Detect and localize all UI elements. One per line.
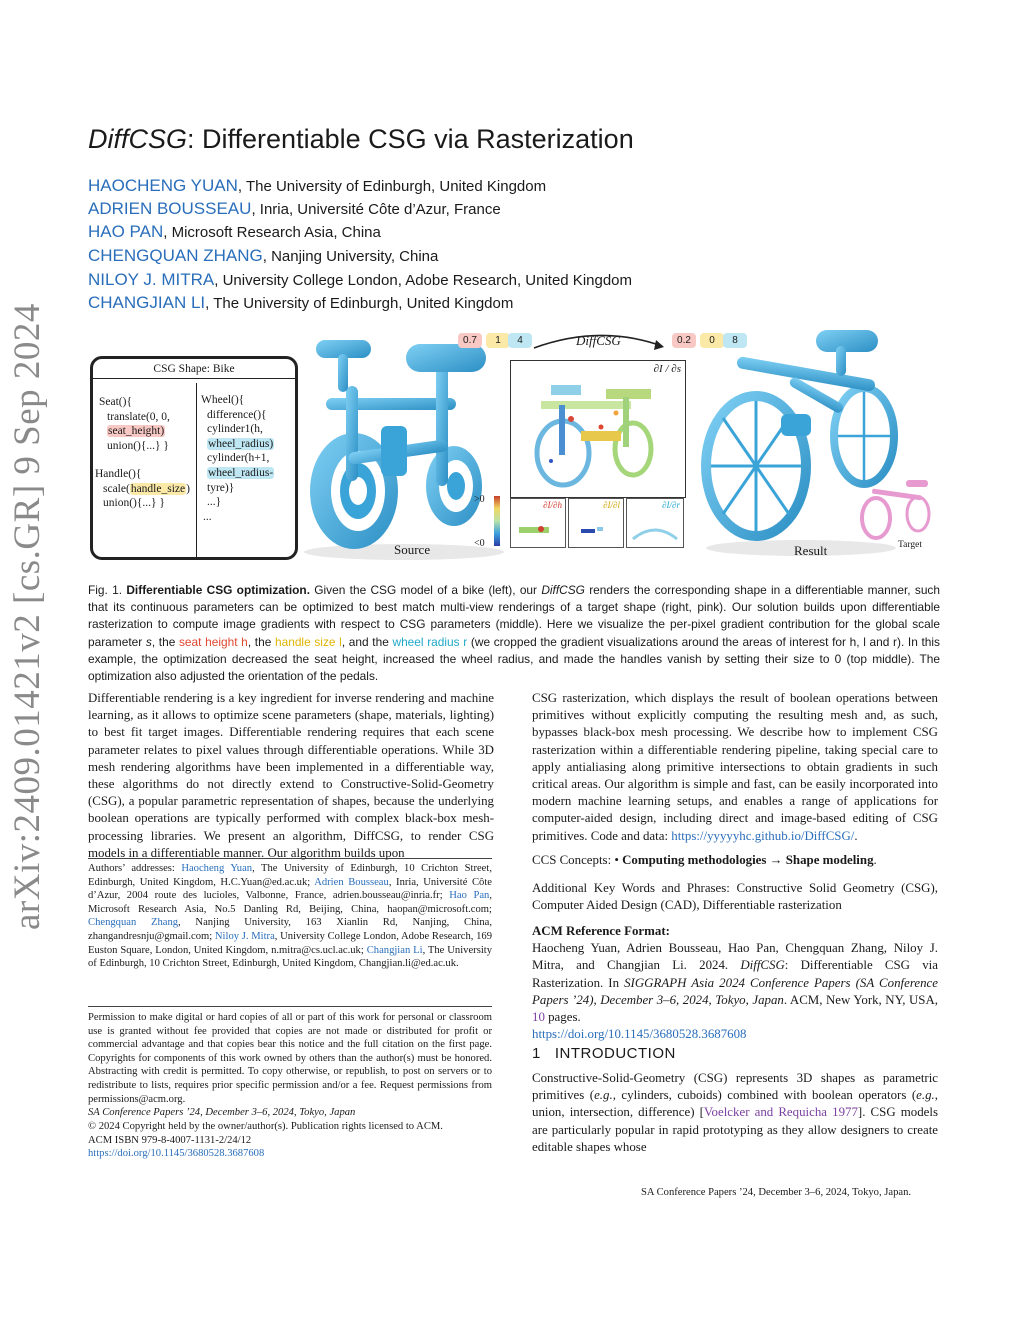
gradient-crop-r bbox=[626, 498, 684, 548]
page-footer: SA Conference Papers ’24, December 3–6, 2024, Tokyo, Japan. bbox=[641, 1187, 912, 1198]
abstract-left: Differentiable rendering is a key ingredient for inverse rendering and machine learning, as it allows to optimize scene parameters (shape, materials, lighting) to best fit target images. Differentiable rendering requires that each scene parameter relates to pixel values through differentiable operations. While 3D mesh rendering algorithms have been implemented in a differentiable way, these algorithms do not directly extend to Constructive-Solid-Geometry (CSG), a popular parametric representation of shapes, because the underlying boolean operations are typically performed with complex black-box mesh-processing libraries. We present an algorithm, DiffCSG, to render CSG models in a differentiable manner. Our algorithm builds upon bbox=[88, 691, 494, 860]
label-result: Result bbox=[794, 543, 828, 558]
doi-link-small[interactable]: https://doi.org/10.1145/3680528.3687608 bbox=[88, 1148, 265, 1159]
scale-max-label: >0 bbox=[474, 494, 485, 505]
handle-code: Handle(){ scale(handle_size) union(){...} } bbox=[95, 468, 190, 510]
wheel-code: Wheel(){ difference(){ cylinder1(h, wheel_radius) cylinder(h+1, wheel_radius- tyre)} ...} ... bbox=[201, 394, 274, 523]
gradient-panel bbox=[510, 360, 686, 498]
author-line: HAO PAN, Microsoft Research Asia, China bbox=[88, 222, 381, 241]
figure-caption: Fig. 1. Differentiable CSG optimization. Given the CSG model of a bike (left), our DiffCSG renders the corresponding shape in a differentiable manner, such that its continuous parameters can be optimized to best match multi-view renderings of a target shape (right, pink). Our solution builds upon differentiable rasterization to compute image gradients with respect to CSG parameters (middle). Here we visualize the per-pixel gradient contribution for the global scale parameter s, the seat height h, the handle size l, and the wheel radius r (we cropped the gradient visualizations around the areas of interest for h, l and r). In this example, the optimization decreased the seat height, increased the wheel radius, and made the handles vanish by setting their size to 0 (top middle). The optimization also adjusted the orientation of the pedals. bbox=[88, 583, 940, 684]
source-param-seat: 0.7 bbox=[458, 333, 482, 348]
arxiv-stamp: arXiv:2409.01421v2 [cs.GR] 9 Sep 2024 bbox=[7, 303, 48, 930]
seat-code: Seat(){ translate(0, 0, seat_height) union(){...} } bbox=[99, 396, 170, 452]
result-param-handle: 0 bbox=[700, 333, 724, 348]
author-line: HAOCHENG YUAN, The University of Edinburgh, United Kingdom bbox=[88, 176, 547, 195]
arrow-label: DiffCSG bbox=[576, 333, 621, 348]
ccs-concepts: CCS Concepts: • Computing methodologies → Shape modeling. bbox=[532, 853, 877, 867]
source-param-handle: 1 bbox=[486, 333, 510, 348]
teaser-figure bbox=[86, 326, 944, 562]
gradient-main-label: ∂I / ∂s bbox=[653, 363, 681, 375]
label-target: Target bbox=[898, 540, 922, 550]
paper-title: DiffCSG: Differentiable CSG via Rasterization bbox=[88, 124, 634, 154]
author-line: CHENGQUAN ZHANG, Nanjing University, China bbox=[88, 246, 439, 265]
csg-code-box bbox=[90, 356, 298, 560]
permission-notice: Permission to make digital or hard copies of all or part of this work for personal or classroom use is granted without fee provided that copies are not made or distributed for profit or commercial advantage and that copies bear this notice and the full citation on the first page. Copyrights for components of this work owned by others than the author(s) must be honored. Abstracting with credit is permitted. To copy otherwise, or republish, to post on servers or to redistribute to lists, requires prior specific permission and/or a fee. Request permissions from permissions@acm.org. bbox=[88, 1012, 492, 1105]
abstract-right: CSG rasterization, which displays the result of boolean operations between primitives without explicitly computing the resulting mesh and, as such, bypasses black-box mesh processing. We describe how to implement CSG rasterization within a differentiable rendering pipeline, taking special care to apply antialiasing along primitive intersections to obtain gradients in such critical areas. Our algorithm is simple and fast, can be easily incorporated into modern machine learning setups, and enables a range of applications for computer-aided design, including direct and image-based editing of CSG primitives. Code and data: https://yyyyyhc.github.io/DiffCSG/. bbox=[532, 691, 938, 843]
footnote-rule bbox=[88, 858, 492, 859]
acm-reference: ACM Reference Format: Haocheng Yuan, Adrien Bousseau, Hao Pan, Chengquan Zhang, Niloy J. Mitra, and Changjian Li. 2024. DiffCSG: Differentiable CSG via Rasterization. In SIGGRAPH Asia 2024 Conference Papers (SA Conference Papers ’24), December 3–6, 2024, Tokyo, Japan. ACM, New York, NY, USA, 10 pages. https://doi.org/10.1145/3680528.3687608 bbox=[532, 924, 938, 1042]
label-source: Source bbox=[394, 542, 431, 557]
copyright-line: © 2024 Copyright held by the owner/author(s). Publication rights licensed to ACM. bbox=[88, 1121, 443, 1132]
gradient-crop-l bbox=[568, 498, 624, 548]
code-url-link[interactable]: https://yyyyyhc.github.io/DiffCSG/ bbox=[671, 828, 855, 843]
authors-addresses: Authors’ addresses: Haocheng Yuan, The University of Edinburgh, 10 Crichton Street, Edinburgh, United Kingdom, H.C.Yuan@ed.ac.uk; Adrien Bousseau, Inria, Université Côte d’Azur, 2004 route des lucioles, Valbonne, France, adrien.bousseau@inria.fr; Hao Pan, Microsoft Research Asia, No.5 Danling Rd, Beijing, China, haopan@microsoft.com; Chengquan Zhang, Nanjing University, 163 Xianlin Rd, Nanjing, China, zhangandresnju@gmail.com; Niloy J. Mitra, University College London, Adobe Research, 169 Euston Square, London, United Kingdom, n.mitra@cs.ucl.ac.uk; Changjian Li, The University of Edinburgh, 10 Crichton Street, Edinburgh, United Kingdom, Changjian.li@ed.ac.uk. bbox=[88, 863, 493, 970]
result-param-seat: 0.2 bbox=[672, 333, 696, 348]
code-box-title: CSG Shape: Bike bbox=[93, 359, 295, 379]
source-param-wheel: 4 bbox=[508, 333, 532, 348]
code-box-divider bbox=[196, 383, 197, 557]
gradient-crop-h bbox=[510, 498, 566, 548]
grad-label-l: ∂I/∂l bbox=[603, 500, 620, 510]
gradient-color-scale bbox=[494, 496, 500, 546]
section-heading: 1 INTRODUCTION bbox=[532, 1045, 676, 1062]
keywords: Additional Key Words and Phrases: Constructive Solid Geometry (CSG), Computer Aided Design (CAD), Differentiable rasterization bbox=[532, 881, 938, 913]
author-line: ADRIEN BOUSSEAU, Inria, Université Côte d’Azur, France bbox=[88, 199, 501, 218]
target-bike-illustration bbox=[858, 478, 936, 540]
isbn-line: ACM ISBN 979-8-4007-1131-2/24/12 bbox=[88, 1135, 252, 1146]
grad-label-r: ∂I/∂r bbox=[662, 500, 680, 510]
author-line: NILOY J. MITRA, University College London, Adobe Research, United Kingdom bbox=[88, 270, 633, 289]
source-bike-illustration bbox=[286, 326, 522, 562]
acm-doi-link[interactable]: https://doi.org/10.1145/3680528.3687608 bbox=[532, 1027, 747, 1042]
result-param-wheel: 8 bbox=[723, 333, 747, 348]
gradient-bike-visual bbox=[511, 361, 685, 497]
permission-rule bbox=[88, 1006, 492, 1007]
grad-label-h: ∂I/∂h bbox=[543, 500, 562, 510]
scale-min-label: <0 bbox=[474, 538, 485, 549]
intro-paragraph: Constructive-Solid-Geometry (CSG) represents 3D shapes as parametric primitives (e.g., cylinders, cuboids) combined with boolean operators (e.g., union, intersection, difference) [Voelcker and Requicha 1977]. CSG models are particularly popular in rapid prototyping as they allow designers to create editable shapes whose bbox=[532, 1071, 938, 1154]
citation-link[interactable]: Voelcker and Requicha 1977 bbox=[703, 1105, 858, 1120]
author-line: CHANGJIAN LI, The University of Edinburgh, United Kingdom bbox=[88, 293, 514, 312]
conf-line: SA Conference Papers ’24, December 3–6, 2024, Tokyo, Japan bbox=[88, 1107, 356, 1118]
